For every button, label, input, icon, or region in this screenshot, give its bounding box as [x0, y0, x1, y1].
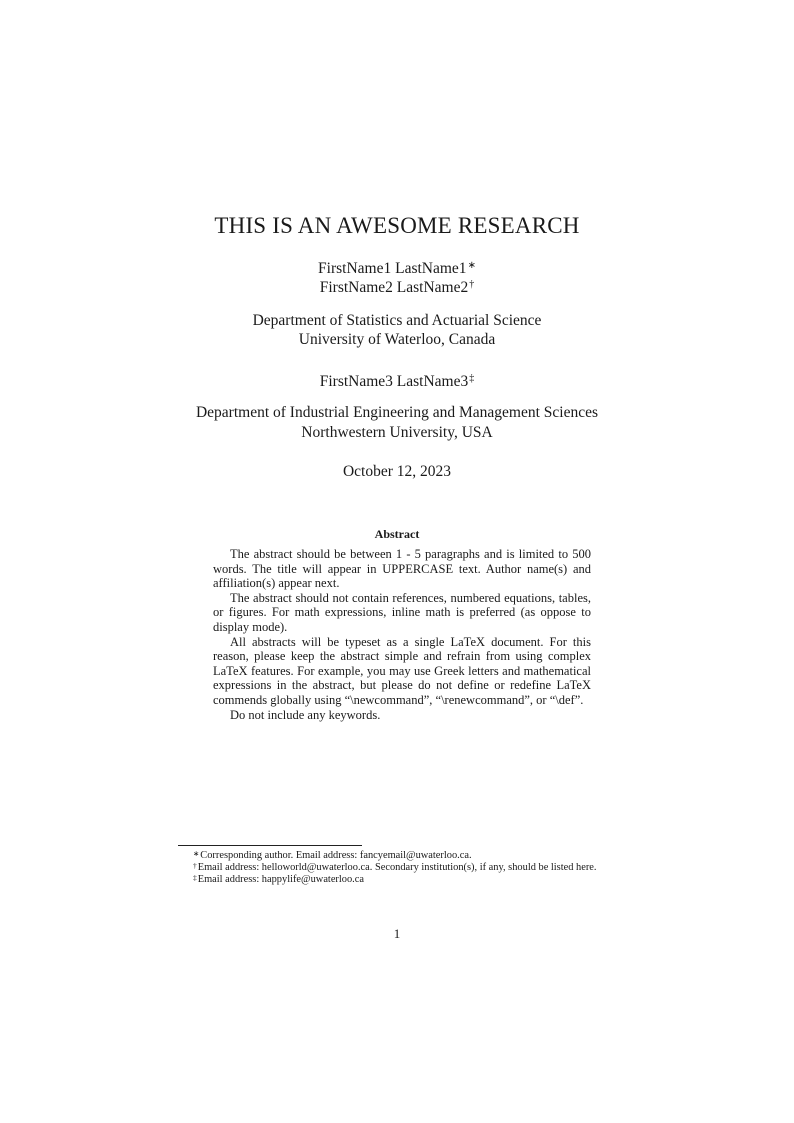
page-number: 1	[393, 926, 401, 941]
affiliation-2-univ: Northwestern University, USA	[301, 424, 493, 441]
abstract-paragraph: The abstract should not contain references, numbered equations, tables, or figures. For math expressions, inline math is preferred (as oppose to display mode).	[213, 590, 591, 634]
author-1	[0, 259, 794, 278]
footnote-1-text: Corresponding author. Email address: fancyemail@uwaterloo.ca.	[200, 850, 472, 861]
footnote-3	[178, 874, 640, 886]
abstract-paragraph: Do not include any keywords.	[230, 707, 381, 722]
abstract-paragraph: The abstract should be between 1 - 5 paragraphs and is limited to 500 words. The title will appear in UPPERCASE text. Author name(s) and affiliation(s) appear next.	[213, 547, 591, 591]
author-2	[0, 278, 794, 297]
paper-title: THIS IS AN AWESOME RESEARCH	[214, 213, 580, 238]
footnotes	[178, 850, 640, 887]
author-1-name: FirstName1 LastName1	[318, 260, 467, 277]
author-3-mark: ‡	[469, 373, 475, 384]
abstract-paragraph: All abstracts will be typeset as a single LaTeX document. For this reason, please keep the abstract simple and refrain from using complex LaTeX features. For example, you may use Greek letters and mathematical expressions in the abstract, but please do not define or redefine LaTeX commends globally using “\newcommand”, “\renewcommand”, or “\def”.	[213, 634, 591, 707]
author-1-mark: ∗	[467, 260, 476, 271]
author-2-mark: †	[469, 279, 475, 290]
affiliation-1-dept: Department of Statistics and Actuarial Science	[252, 312, 542, 329]
footnote-3-text: Email address: happylife@uwaterloo.ca	[197, 874, 364, 886]
author-2-name: FirstName2 LastName2	[319, 279, 469, 296]
footnote-2	[178, 862, 640, 874]
footnote-1-mark: ∗	[193, 849, 200, 858]
author-3-name: FirstName3 LastName3	[319, 373, 469, 390]
affiliation-2-dept: Department of Industrial Engineering and Management Sciences	[195, 404, 598, 421]
footnote-3-mark: ‡	[193, 873, 197, 883]
footnote-2-text: Email address: helloworld@uwaterloo.ca. Secondary institution(s), if any, should be listed here.	[197, 862, 597, 874]
footnote-rule	[178, 845, 362, 846]
footnote-1	[178, 850, 640, 862]
affiliation-1-univ: University of Waterloo, Canada	[298, 331, 496, 348]
paper-date: October 12, 2023	[342, 463, 452, 480]
abstract-body	[213, 547, 591, 722]
author-3	[0, 372, 794, 391]
footnote-2-mark: †	[193, 861, 197, 871]
abstract-heading: Abstract	[374, 527, 420, 541]
